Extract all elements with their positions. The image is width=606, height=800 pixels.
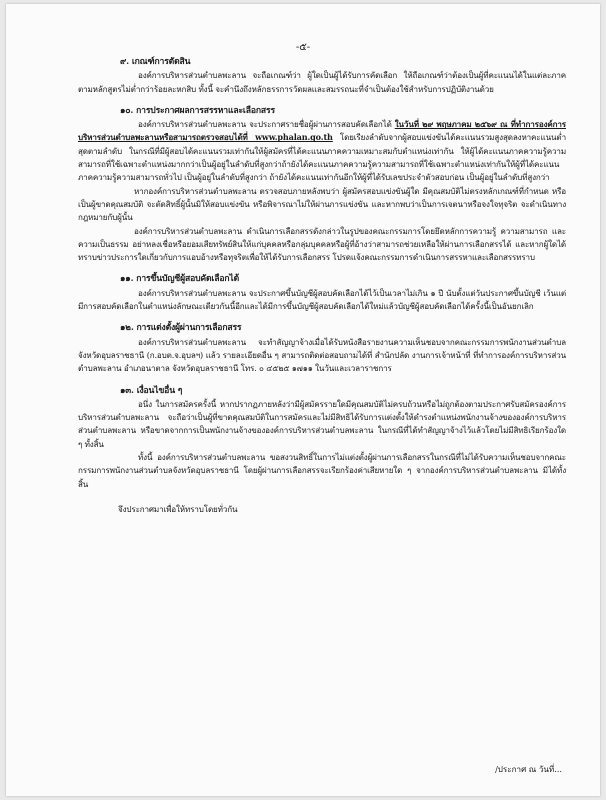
- continuation-note: /ประกาศ ณ วันที่...: [495, 764, 562, 774]
- closing-statement: จึงประกาศมาเพื่อให้ทราบโดยทั่วกัน: [118, 503, 238, 514]
- section-13-heading: ๑๓. เงื่อนไขอื่น ๆ: [120, 385, 183, 396]
- page-number: -๕-: [295, 42, 311, 53]
- section-10-paragraph: [78, 118, 566, 184]
- section-13-paragraph: อนึ่ง ในการสมัครครั้งนี้ หากปรากฏภายหลังว่ามีผู้สมัครรายใดมีคุณสมบัติไม่ครบถ้วนหรือไม่ถูกต้องตามประกาศรับสมัครองค์การบริหารส่วนตำบลพะลาน จะถือว่าเป็นผู้ที่ขาดคุณสมบัติในการสมัครและไม่มีสิทธิได้รับการแต่งตั้งให้ดำรงตำแหน่งพนักงานจ้างขององค์การบริหารส่วนตำบลพะลาน หรือขาดจากการเป็นพนักงานจ้างขององค์การบริหารส่วนตำบลพะลาน ในกรณีที่ได้ทำสัญญาจ้างไว้แล้วโดยไม่มีสิทธิเรียกร้องใด ๆ ทั้งสิ้น: [78, 398, 566, 449]
- section-12-heading: ๑๒. การแต่งตั้งผู้ผ่านการเลือกสรร: [120, 323, 242, 334]
- document-body: [78, 44, 566, 516]
- document-page: [6, 4, 600, 796]
- announcement-date-place: ในวันที่ ๒๙ พฤษภาคม ๒๕๖๙ ณ ที่ทำการองค์การบริหารส่วนตำบลพะลานหรือสามารถตรวจสอบได้ที่ www.phalan.go.th: [78, 119, 566, 143]
- section-10-text-a: องค์การบริหารส่วนตำบลพะลาน จะประกาศรายชื่อผู้ผ่านการสอบคัดเลือกได้: [138, 119, 395, 130]
- section-11-paragraph: องค์การบริหารส่วนตำบลพะลาน จะประกาศขึ้นบัญชีผู้สอบคัดเลือกได้ไว้เป็นเวลาไม่เกิน ๑ ปี นับตั้งแต่วันประกาศขึ้นบัญชี เว้นแต่มีการสอบคัดเลือกในตำแหน่งลักษณะเดียวกันนี้อีกและได้มีการขึ้นบัญชีผู้สอบคัดเลือกได้ใหม่แล้วบัญชีผู้สอบคัดเลือกได้ครั้งนี้เป็นอันยกเลิก: [78, 287, 566, 312]
- section-13-paragraph-2: ทั้งนี้ องค์การบริหารส่วนตำบลพะลาน ขอสงวนสิทธิ์ในการไม่แต่งตั้งผู้ผ่านการเลือกสรรในกรณีที่ไม่ได้รับความเห็นชอบจากคณะกรรมการพนักงานส่วนตำบลจังหวัดอุบลราชธานี โดยผู้ผ่านการเลือกสรรจะเรียกร้องค่าเสียหายใด ๆ จากองค์การบริหารส่วนตำบลพะลาน มิได้ทั้งสิ้น: [78, 452, 566, 489]
- section-10-paragraph-3: องค์การบริหารส่วนตำบลพะลาน ดำเนินการเลือกสรรดังกล่าวในรูปของคณะกรรมการโดยยึดหลักการความรู้ ความสามารถ และความเป็นธรรม อย่าหลงเชื่อหรือยอมเสียทรัพย์สินให้แก่บุคคลหรือกลุ่มบุคคลหรือผู้ที่อ้างว่าสามารถช่วยเหลือให้ผ่านการเลือกสรรได้ และหากผู้ใดได้ทราบข่าวประการใดเกี่ยวกับการแอบอ้างหรือทุจริตเพื่อให้ได้รับการเลือกสรร โปรดแจ้งคณะกรรมการดำเนินการสรรหาและเลือกสรรทราบ: [78, 225, 566, 263]
- section-11-heading: ๑๑. การขึ้นบัญชีผู้สอบคัดเลือกได้: [120, 274, 239, 285]
- section-10-heading: ๑๐. การประกาศผลการสรรหาและเลือกสรร: [120, 105, 275, 116]
- section-9-paragraph: องค์การบริหารส่วนตำบลพะลาน จะถือเกณฑ์ว่า ผู้ใดเป็นผู้ได้รับการคัดเลือก ให้ถือเกณฑ์ว่าต้องเป็นผู้ที่คะแนนได้ในแต่ละภาคตามหลักสูตรไม่ต่ำกว่าร้อยละหกสิบ ทั้งนี้ จะคำนึงถึงหลักธรรการวัดผลและสมรรถนะที่จำเป็นต้องใช้สำหรับการปฏิบัติงานด้วย: [78, 70, 566, 94]
- section-9-heading: ๙. เกณฑ์การตัดสิน: [120, 57, 191, 67]
- section-10-paragraph-2: หากองค์การบริหารส่วนตำบลพะลาน ตรวจสอบภายหลังพบว่า ผู้สมัครสอบแข่งขันผู้ใด มีคุณสมบัติไม่ตรงหลักเกณฑ์ที่กำหนด หรือเป็นผู้ขาดคุณสมบัติ จะตัดสิทธิ์ผู้นั้นมิให้สอบแข่งขัน หรือพิจารณาไม่ให้ผ่านการแข่งขัน และหากพบว่าเป็นการเจตนาหรือจงใจทุจริต จะดำเนินทางกฎหมายกับผู้นั้น: [78, 185, 566, 223]
- section-10-text-c: โดยเรียงลำดับจากผู้สอบแข่งขันได้คะแนนรวมสูงสุดลงหาคะแนนต่ำสุดตามลำดับ ในกรณีที่มีผู้สอบได้คะแนนรวมเท่ากันให้ผู้สมัครที่ได้คะแนนภาคความเหมาะสมกับตำแหน่งเท่ากัน ให้ผู้ได้คะแนนภาคความรู้ความสามารถที่ใช้เฉพาะตำแหน่งมากกว่าเป็นผู้อยู่ในลำดับที่สูงกว่าถ้ายังได้คะแนนภาคความรู้ความสามารถที่ใช้เฉพาะตำแหน่งเท่ากันให้ผู้ที่ได้คะแนนภาคความรู้ความสามารถทั่วไป เป็นผู้อยู่ในลำดับที่สูงกว่า ถ้ายังได้คะแนนเท่ากันอีกให้ผู้ที่ได้รับเลขประจำตัวสอบก่อน เป็นผู้อยู่ในลำดับที่สูงกว่า: [78, 132, 566, 183]
- section-12-paragraph: องค์การบริหารส่วนตำบลพะลาน จะทำสัญญาจ้างเมื่อได้รับหนังสือรายงานความเห็นชอบจากคณะกรรมการพนักงานส่วนตำบลจังหวัดอุบลราชธานี (ก.อบต.จ.อุบลฯ) แล้ว รายละเอียดอื่น ๆ สามารถติดต่อสอบถามได้ที่ สำนักปลัด งานการเจ้าหน้าที่ ที่ทำการองค์การบริหารส่วนตำบลพะลาน อำเภอนาตาล จังหวัดอุบลราชธานี โทร. ๐ ๔๕๒๕ ๑๗๑๑ ในวันและเวลาราชการ: [78, 336, 566, 374]
